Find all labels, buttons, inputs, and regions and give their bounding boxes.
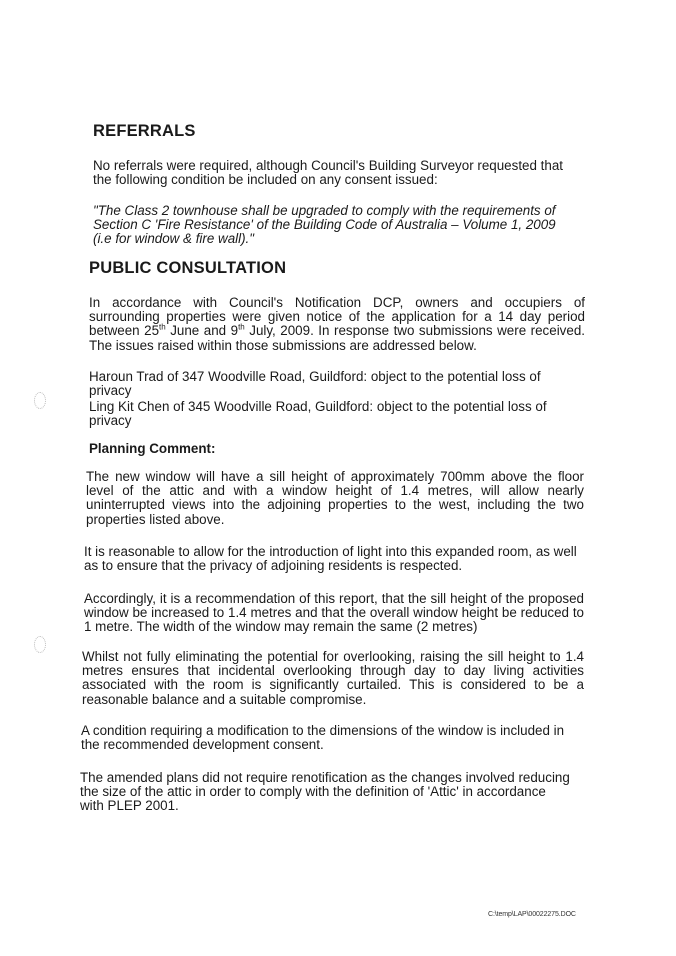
comment-paragraph: The amended plans did not require renotification as the changes involved reducing the size of the attic in order to comply with the definition of 'Attic' in accordance with PLEP 2001. — [80, 770, 570, 814]
footer-file-path: C:\temp\LAP\00022275.DOC — [488, 911, 576, 918]
planning-comment-heading: Planning Comment: — [89, 441, 216, 456]
referrals-heading: REFERRALS — [93, 122, 196, 140]
comment-paragraph: A condition requiring a modification to the dimensions of the window is included in the recommended development consent. — [81, 723, 565, 753]
consultation-text-part: In accordance with Council's Notification DCP, owners and occupiers of surrounding properties were given notice of the application for a 14 day period between 25 — [89, 295, 585, 339]
comment-paragraph: The new window will have a sill height of approximately 700mm above the floor level of the attic and with a window height of 1.4 metres, will allow nearly uninterrupted views into the adjoining properties to the west, including the two properties listed above. — [86, 469, 584, 527]
referrals-condition-quote: "The Class 2 townhouse shall be upgraded to comply with the requirements of Section C 'Fire Resistance' of the Building Code of Australia – Volume 1, 2009 (i.e for window & fire wall)." — [93, 203, 556, 247]
comment-paragraph: It is reasonable to allow for the introduction of light into this expanded room, as well as to ensure that the privacy of adjoining residents is respected. — [84, 544, 577, 574]
submission-item: Haroun Trad of 347 Woodville Road, Guildford: object to the potential loss of privacy — [89, 369, 541, 399]
submission-item: Ling Kit Chen of 345 Woodville Road, Guildford: object to the potential loss of privacy — [89, 399, 547, 429]
comment-paragraph: Whilst not fully eliminating the potential for overlooking, raising the sill height to 1.4 metres ensures that incidental overlooking through day to day living activities associated with the room is significantly curtailed. This is considered to be a reasonable balance and a suitable compromise. — [82, 649, 584, 707]
ordinal-suffix: th — [159, 322, 166, 332]
punch-hole-mark — [34, 392, 46, 409]
referrals-intro-paragraph: No referrals were required, although Council's Building Surveyor requested that the following condition be included on any consent issued: — [93, 158, 563, 188]
consultation-paragraph — [89, 296, 585, 353]
consultation-text-part: July, 2009. In response two submissions were received. The issues raised within those submissions are addressed below. — [89, 323, 585, 353]
consultation-text-part: June and 9 — [165, 323, 239, 339]
ordinal-suffix: th — [238, 322, 245, 332]
punch-hole-mark — [34, 636, 46, 653]
comment-paragraph: Accordingly, it is a recommendation of this report, that the sill height of the proposed window be increased to 1.4 metres and that the overall window height be reduced to 1 metre. The width of the window may remain the same (2 metres) — [84, 591, 584, 635]
public-consultation-heading: PUBLIC CONSULTATION — [89, 259, 287, 277]
